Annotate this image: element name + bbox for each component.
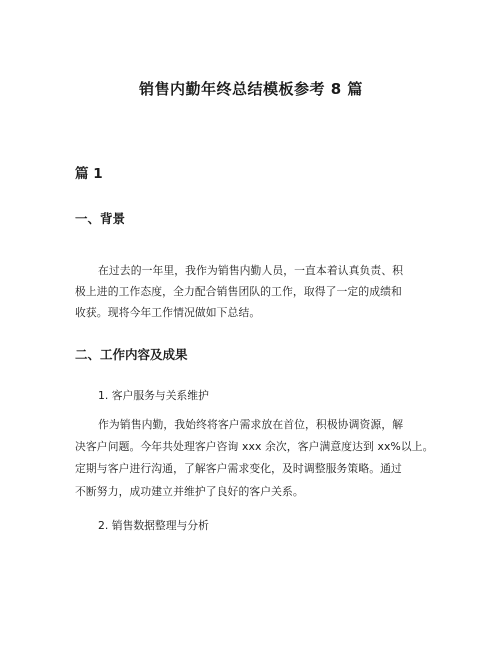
paragraph-line: 作为销售内勤，我始终将客户需求放在首位，积极协调资源，解: [98, 418, 404, 431]
paragraph-line: 不断努力，成功建立并维护了良好的客户关系。: [75, 485, 304, 498]
paragraph-line: 在过去的一年里，我作为销售内勤人员，一直本着认真负责、积: [98, 264, 404, 277]
paragraph-line: 定期与客户进行沟通，了解客户需求变化，及时调整服务策略。通过: [75, 462, 402, 475]
paragraph-line: 极上进的工作态度，全力配合销售团队的工作，取得了一定的成绩和: [75, 285, 402, 298]
paragraph-line: 收获。现将今年工作情况做如下总结。: [75, 306, 261, 319]
section-heading-background: 一、背景: [75, 211, 126, 226]
list-item-label: 1. 客户服务与关系维护: [98, 389, 209, 402]
section-heading-work-content: 二、工作内容及成果: [75, 347, 188, 362]
paragraph-line: 决客户问题。今年共处理客户咨询 xxx 余次，客户满意度达到 xx%以上。: [75, 440, 434, 453]
document-title: 销售内勤年终总结模板参考 8 篇: [139, 80, 363, 98]
list-item-label: 2. 销售数据整理与分析: [98, 519, 209, 532]
part-heading: 篇 1: [75, 166, 103, 182]
